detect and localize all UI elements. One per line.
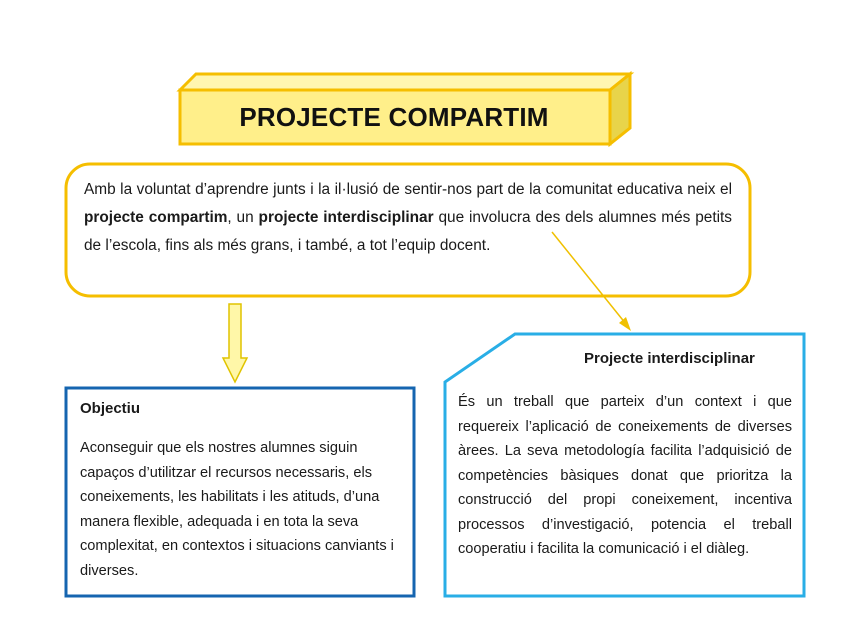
intro-bold-projecte-compartim: projecte compartim: [84, 209, 228, 226]
intro-part-3: que involucra des dels alumnes més petits de l’escola, fins als més grans, i també, a tot l’equip docent.: [84, 209, 732, 254]
page-title: PROJECTE COMPARTIM: [239, 101, 549, 132]
objectiu-title: Objectiu: [80, 400, 141, 417]
interdisciplinar-text: És un treball que parteix d’un context i que requereix l’aplicació de coneixements de diverses àrees. La seva metodología facilita l’adquisició de competències bàsiques donat que prioritza la construcció del propi coneixement, incentiva processos d’investigació, potencia el treball cooperatiu i facilita la comunicació i el diàleg.: [458, 394, 792, 557]
interdisciplinar-title: Projecte interdisciplinar: [584, 350, 755, 367]
intro-part-1: Amb la voluntat d’aprendre junts i la il·lusió de sentir-nos part de la comunitat educativa neix el: [84, 181, 732, 198]
intro-bold-projecte-interdisciplinar: projecte interdisciplinar: [258, 209, 434, 226]
objectiu-text: Aconseguir que els nostres alumnes siguin capaços d’utilitzar el recursos necessaris, els coneixements, les habilitats i les atituds, d’una manera flexible, adequada i en tota la seva complexitat, en contextos i situacions canviants i diverses.: [80, 440, 394, 579]
title-banner-top: [180, 74, 630, 90]
connector-arrowhead: [619, 317, 631, 331]
intro-part-2: , un: [227, 209, 259, 226]
down-arrow: [223, 304, 247, 382]
intro-text: [84, 176, 732, 260]
